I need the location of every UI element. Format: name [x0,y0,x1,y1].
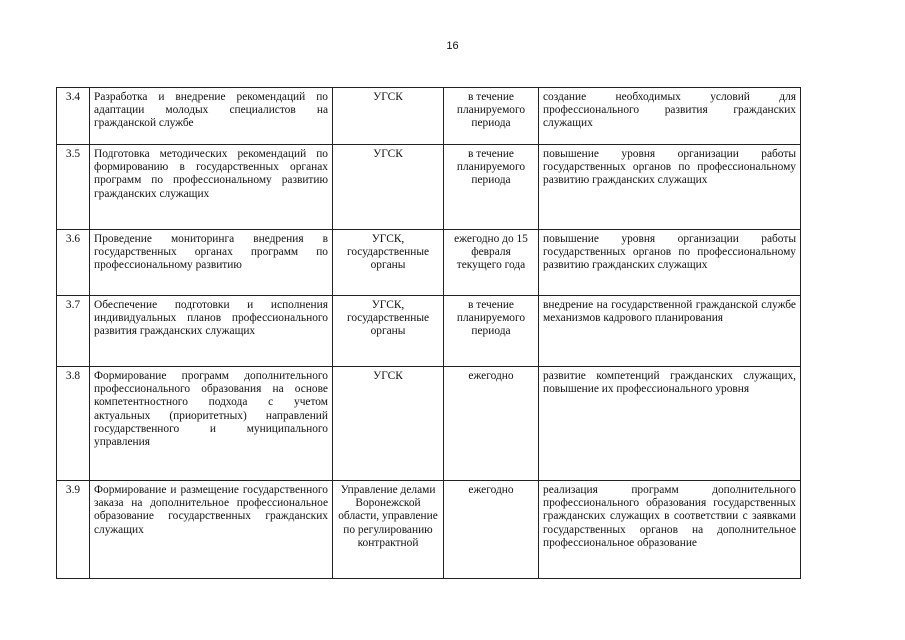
item-number: 3.8 [57,367,90,481]
expected-result: развитие компетенций гражданских служащих, повышение их профессионального уровня [539,367,801,481]
table-row [57,88,801,145]
table-row [57,367,801,481]
event-description: Формирование и размещение государственного заказа на дополнительное профессиональное образование государственных гражданских служащих [90,481,333,579]
deadline: в течение планируемого периода [444,145,539,230]
executor: УГСК, государственные органы [333,296,444,367]
expected-result: создание необходимых условий для профессионального развития гражданских служащих [539,88,801,145]
table-row [57,296,801,367]
expected-result: повышение уровня организации работы государственных органов по профессиональному развитию гражданских служащих [539,145,801,230]
deadline: в течение планируемого периода [444,88,539,145]
item-number: 3.6 [57,230,90,296]
event-description: Проведение мониторинга внедрения в государственных органах программ по профессиональному развитию [90,230,333,296]
table-row [57,481,801,579]
expected-result: повышение уровня организации работы государственных органов по профессиональному развитию гражданских служащих [539,230,801,296]
item-number: 3.5 [57,145,90,230]
event-description: Подготовка методических рекомендаций по формированию в государственных органах программ по профессиональному развитию гражданских служащих [90,145,333,230]
executor: УГСК [333,367,444,481]
page-number: 16 [446,40,459,52]
expected-result: реализация программ дополнительного профессионального образования государственных гражданских служащих в соответствии с заявками государственных органов на дополнительное профессиональное образование [539,481,801,579]
expected-result: внедрение на государственной гражданской службе механизмов кадрового планирования [539,296,801,367]
event-description: Обеспечение подготовки и исполнения индивидуальных планов профессионального развития гражданских служащих [90,296,333,367]
action-plan-table [56,87,801,579]
executor: УГСК [333,88,444,145]
executor: УГСК, государственные органы [333,230,444,296]
item-number: 3.4 [57,88,90,145]
table-row [57,230,801,296]
item-number: 3.9 [57,481,90,579]
deadline: ежегодно до 15 февраля текущего года [444,230,539,296]
deadline: ежегодно [444,481,539,579]
table-row [57,145,801,230]
event-description: Формирование программ дополнительного профессионального образования на основе компетентностного подхода с учетом актуальных (приоритетных) направлений государственного и муниципального управления [90,367,333,481]
item-number: 3.7 [57,296,90,367]
deadline: в течение планируемого периода [444,296,539,367]
executor: Управление делами Воронежской области, управление по регулированию контрактной [333,481,444,579]
executor: УГСК [333,145,444,230]
event-description: Разработка и внедрение рекомендаций по адаптации молодых специалистов на гражданской службе [90,88,333,145]
deadline: ежегодно [444,367,539,481]
